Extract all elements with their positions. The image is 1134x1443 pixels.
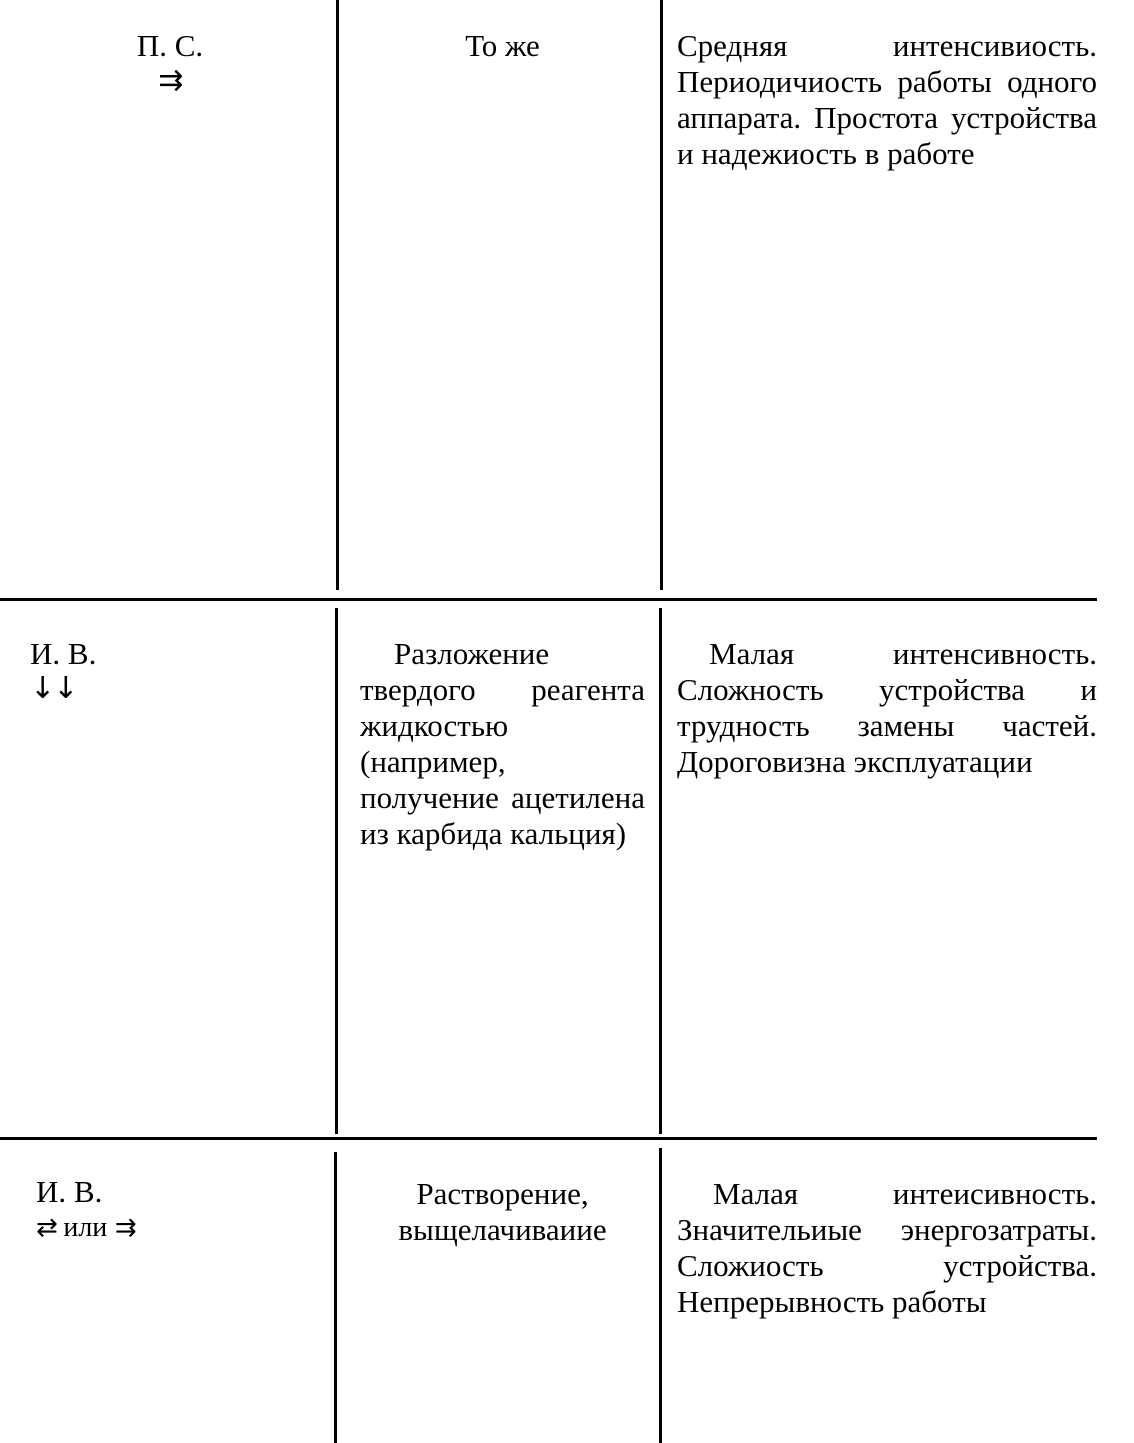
table-row-1-characteristics bbox=[677, 28, 1097, 172]
column-divider-1 bbox=[335, 608, 338, 1134]
row-label: И. В. bbox=[30, 636, 97, 671]
double-down-arrow-icon: ↓↓ bbox=[30, 671, 77, 706]
or-text: или bbox=[63, 1212, 108, 1243]
table-row-1-process bbox=[360, 28, 645, 64]
column-divider-2 bbox=[660, 0, 663, 590]
exchange-arrows-icon: ⇄ bbox=[36, 1213, 56, 1243]
column-divider-1 bbox=[336, 0, 339, 590]
table-row-3-label bbox=[36, 1174, 316, 1245]
column-divider-1 bbox=[334, 1152, 337, 1443]
table-row-3-characteristics bbox=[677, 1176, 1097, 1320]
process-text: Растворение, выщелачиваиие bbox=[398, 1176, 607, 1247]
table-row-1-label bbox=[60, 28, 280, 98]
row-divider-2 bbox=[0, 1137, 1097, 1140]
characteristics-text: Малая интеисивность. Значительиые энергозатраты. Сложиость устройства. Непрерывность работы bbox=[677, 1176, 1097, 1319]
row-divider-1 bbox=[0, 598, 1097, 601]
column-divider-2 bbox=[659, 1148, 662, 1443]
double-right-arrow-icon: ⇉ bbox=[114, 1213, 135, 1243]
column-divider-2 bbox=[659, 608, 662, 1134]
table-row-2-characteristics bbox=[677, 636, 1097, 780]
characteristics-text: Малая интенсивность. Сложность устройства и трудность замены частей. Дороговизна эксплуатации bbox=[677, 636, 1097, 779]
double-right-arrow-icon: ⇉ bbox=[158, 63, 182, 98]
table-row-2-process bbox=[360, 636, 645, 852]
row-label: И. В. bbox=[36, 1174, 103, 1209]
process-text: То же bbox=[465, 28, 540, 63]
row-label: П. С. bbox=[136, 28, 204, 63]
table-row-3-process bbox=[360, 1176, 645, 1248]
table-row-2-label bbox=[30, 636, 310, 706]
process-text: Разложение твердого реагента жидкостью (например, получение ацетилена из карбида кальция) bbox=[360, 636, 645, 851]
characteristics-text: Средняя интенсивиость. Периодичиость работы одного аппарата. Простота устройства и надежиость в работе bbox=[677, 28, 1097, 171]
